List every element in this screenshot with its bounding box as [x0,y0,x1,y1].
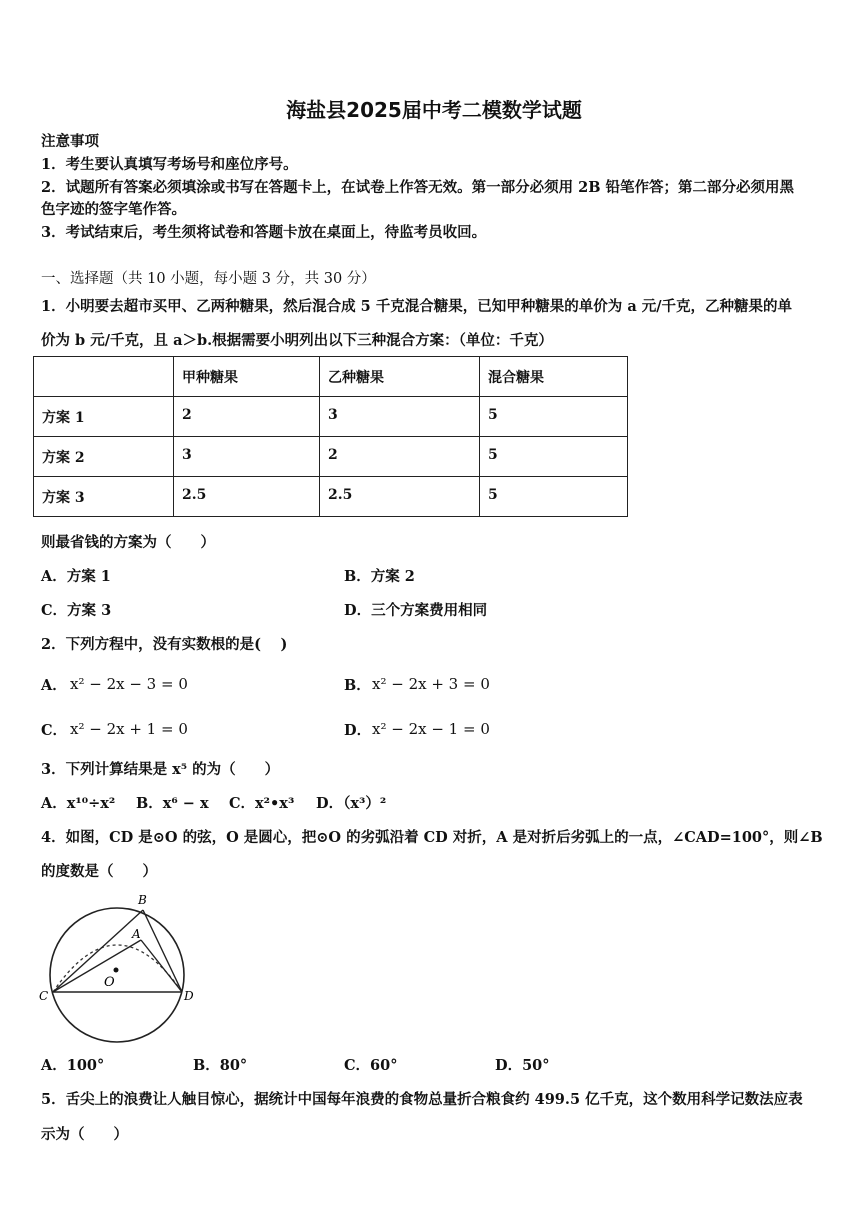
q4-option-c: C．60° [344,1057,398,1074]
circle-o [50,908,184,1042]
center-point [114,968,119,973]
notice-item-1: 1．考生要认真填写考场号和座位序号。 [41,156,298,173]
table-cell: 2 [320,437,480,477]
q1-option-b: B．方案 2 [344,568,415,585]
notice-heading: 注意事项 [41,133,99,150]
segment-ca [53,940,141,992]
table-cell: 3 [320,397,480,437]
q2-option-b-equation: x² − 2x + 3 = 0 [372,675,490,693]
table-cell: 3 [174,437,320,477]
table-header-cell: 混合糖果 [480,357,628,397]
section-heading: 一、选择题（共 10 小题，每小题 3 分，共 30 分） [41,271,376,287]
q2-option-c-label: C． [41,722,68,739]
table-header-cell: 甲种糖果 [174,357,320,397]
q2-option-c-equation: x² − 2x + 1 = 0 [70,720,188,738]
q1-question: 则最省钱的方案为（ ） [41,534,215,551]
q1-option-d: D．三个方案费用相同 [344,602,488,619]
q3-option-b: B．x⁶ − x [136,795,209,812]
table-row [34,437,628,477]
q4-option-a: A．100° [41,1057,105,1074]
table-cell: 5 [480,437,628,477]
table-cell: 方案 1 [34,397,174,437]
segment-cb [53,910,143,992]
label-d: D [184,989,194,1003]
q4-stem-line1: 4．如图，CD 是⊙O 的弦，O 是圆心，把⊙O 的劣弧沿着 CD 对折，A 是对折后劣弧上的一点，∠CAD=100°，则∠B [41,829,823,846]
q2-option-b-label: B． [344,677,371,694]
label-c: C [39,989,49,1003]
q4-option-b: B．80° [193,1057,248,1074]
q4-option-d: D．50° [495,1057,550,1074]
label-b: B [138,893,147,907]
q2-option-a-equation: x² − 2x − 3 = 0 [70,675,188,693]
page-title: 海盐县2025届中考二模数学试题 [286,98,582,122]
table-header-cell [34,357,174,397]
circle-fold-figure [36,888,206,1048]
q3-option-a: A．x¹⁰÷x² [41,795,116,812]
label-a: A [132,927,141,941]
q4-stem-line2: 的度数是（ ） [41,863,157,880]
table-cell: 2.5 [320,477,480,517]
q1-stem-line1: 1．小明要去超市买甲、乙两种糖果，然后混合成 5 千克混合糖果，已知甲种糖果的单价为 a 元/千克，乙种糖果的单 [41,298,793,315]
plan-table [33,356,628,517]
notice-item-3: 3．考试结束后，考生须将试卷和答题卡放在桌面上，待监考员收回。 [41,224,487,241]
q2-option-d-equation: x² − 2x − 1 = 0 [372,720,490,738]
table-cell: 2 [174,397,320,437]
q5-stem-line2: 示为（ ） [41,1126,128,1143]
q2-option-d-label: D． [344,722,372,739]
notice-item-2-line2: 色字迹的签字笔作答。 [41,201,186,218]
q3-stem: 3．下列计算结果是 x⁵ 的为（ ） [41,761,280,778]
notice-item-2-line1: 2．试题所有答案必须填涂或书写在答题卡上，在试卷上作答无效。第一部分必须用 2B 铅笔作答；第二部分必须用黑 [41,179,795,196]
label-o: O [104,975,115,990]
table-cell: 5 [480,397,628,437]
q2-stem: 2．下列方程中，没有实数根的是( ) [41,636,288,653]
q3-option-c: C．x²•x³ [229,795,295,812]
q2-option-a-label: A． [41,677,67,694]
table-cell: 5 [480,477,628,517]
q1-option-a: A．方案 1 [41,568,111,585]
table-cell: 方案 2 [34,437,174,477]
q1-option-c: C．方案 3 [41,602,112,619]
table-row [34,397,628,437]
q5-stem-line1: 5．舌尖上的浪费让人触目惊心，据统计中国每年浪费的食物总量折合粮食约 499.5 亿千克，这个数用科学记数法应表 [41,1091,803,1108]
table-header-row [34,357,628,397]
table-row [34,477,628,517]
q1-stem-line2: 价为 b 元/千克，且 a＞b.根据需要小明列出以下三种混合方案：（单位：千克） [41,332,553,349]
table-cell: 2.5 [174,477,320,517]
table-header-cell: 乙种糖果 [320,357,480,397]
q3-option-d: D．（x³）² [316,795,387,812]
table-cell: 方案 3 [34,477,174,517]
